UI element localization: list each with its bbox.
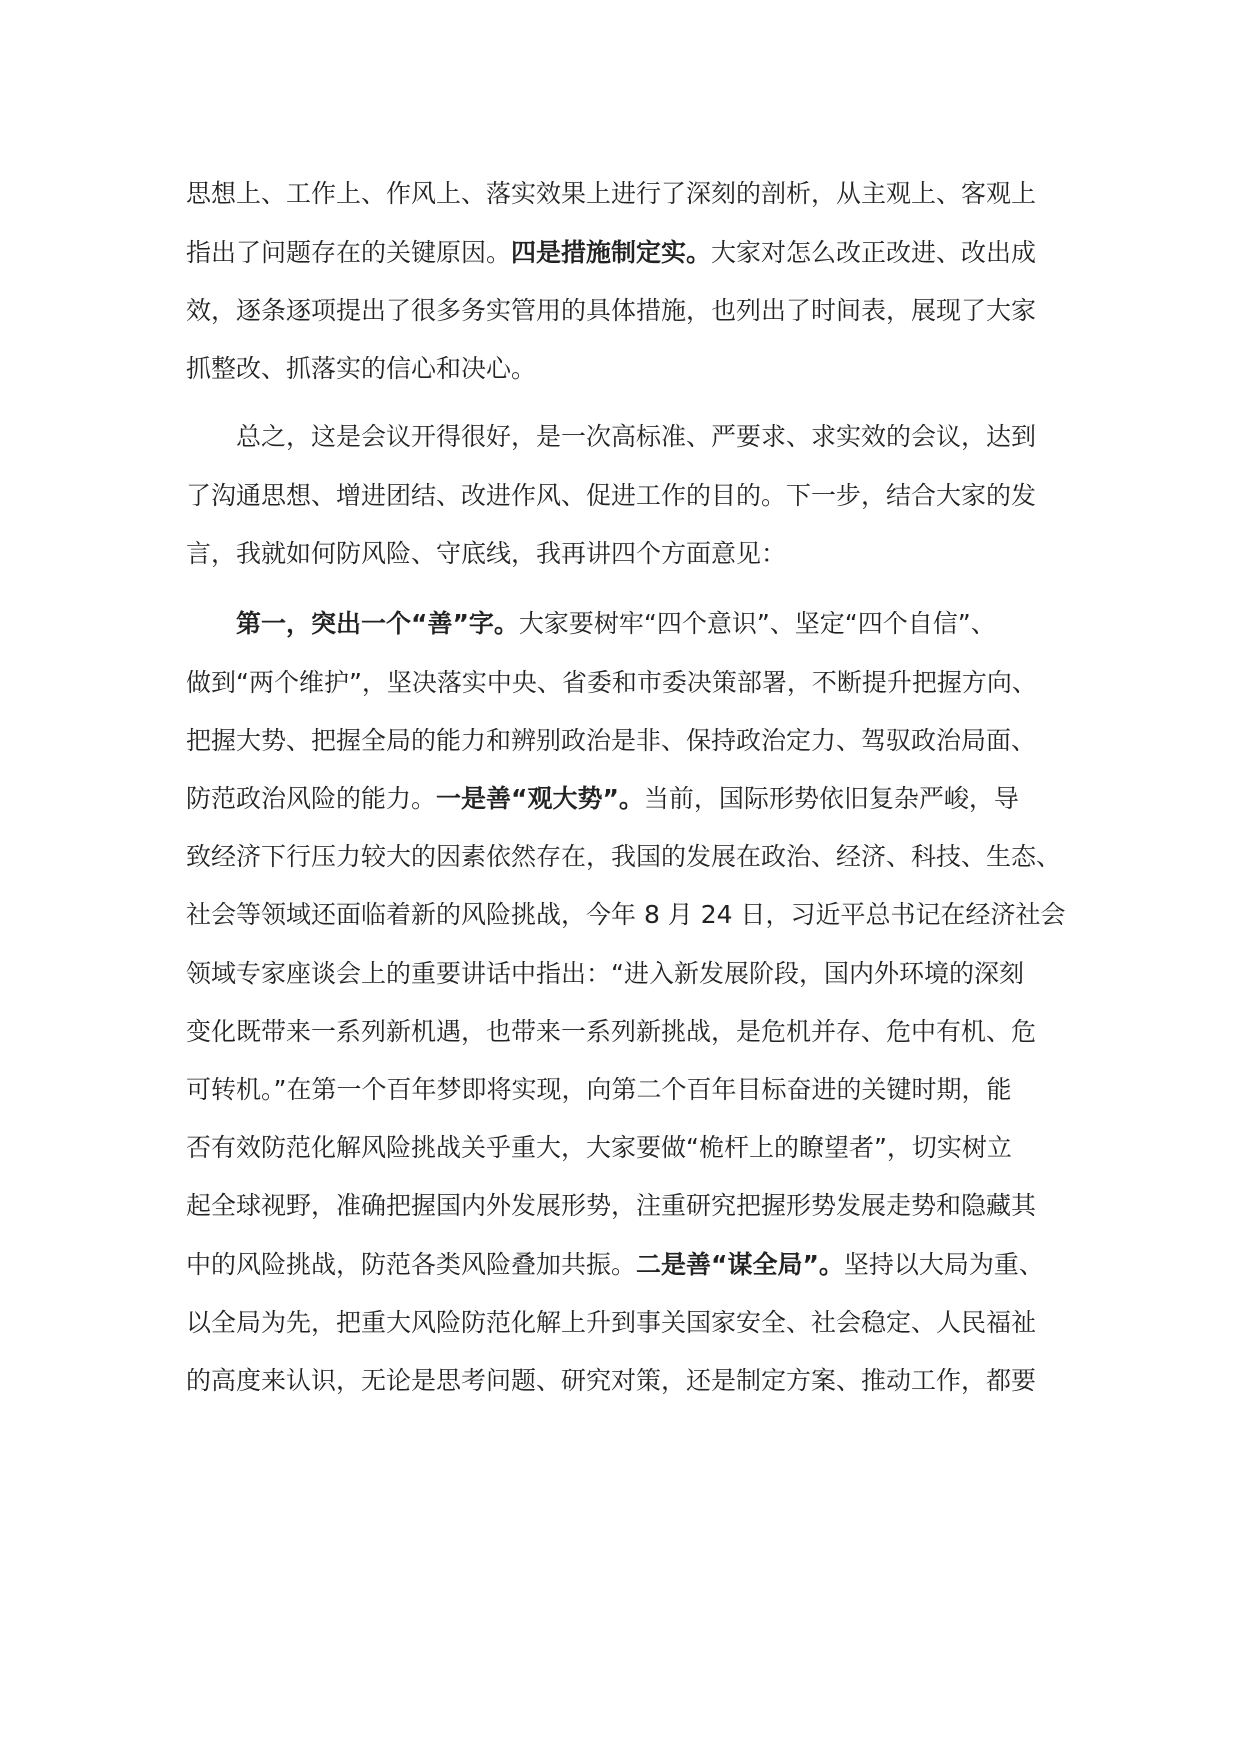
emphasis-heading: 二是善“谋全局”。 (636, 1250, 844, 1279)
text-line (186, 1248, 1086, 1282)
text-run: 领域专家座谈会上的重要讲话中指出：“进入新发展阶段，国内外环境的深刻 (186, 959, 1024, 988)
text-line (186, 782, 1086, 816)
text-run: 了沟通思想、增进团结、改进作风、促进工作的目的。下一步，结合大家的发 (186, 481, 1037, 510)
text-run: 当前，国际形势依旧复杂严峻，导 (643, 784, 1019, 813)
text-run: 效，逐条逐项提出了很多务实管用的具体措施，也列出了时间表，展现了大家 (186, 296, 1037, 325)
text-run: 防范政治风险的能力。 (186, 784, 437, 813)
text-run: 指出了问题存在的关键原因。 (186, 238, 512, 267)
text-run: 大家对怎么改正改进、改出成 (711, 238, 1037, 267)
text-run: 可转机。”在第一个百年梦即将实现，向第二个百年目标奋进的关键时期，能 (186, 1075, 1012, 1104)
text-run: 把握大势、把握全局的能力和辨别政治是非、保持政治定力、驾驭政治局面、 (186, 726, 1037, 755)
text-run: 大家要树牢“四个意识”、坚定“四个自信”、 (518, 609, 996, 638)
text-run: 以全局为先，把重大风险防范化解上升到事关国家安全、社会稳定、人民福祉 (186, 1308, 1037, 1337)
text-run (186, 609, 236, 638)
emphasis-heading: 四是措施制定实。 (511, 238, 712, 267)
text-line (186, 294, 1086, 328)
text-line (186, 898, 1086, 932)
text-line (186, 724, 1086, 758)
text-run: 总之，这是会议开得很好，是一次高标准、严要求、求实效的会议，达到 (186, 422, 1037, 451)
text-line (186, 1189, 1086, 1223)
text-line (186, 537, 1086, 571)
text-run: 中的风险挑战，防范各类风险叠加共振。 (186, 1250, 637, 1279)
text-line (186, 666, 1086, 700)
text-run: 思想上、工作上、作风上、落实效果上进行了深刻的剖析，从主观上、客观上 (186, 179, 1037, 208)
text-line (186, 1131, 1086, 1165)
text-run: 言，我就如何防风险、守底线，我再讲四个方面意见： (186, 539, 787, 568)
text-run: 抓整改、抓落实的信心和决心。 (186, 354, 537, 383)
text-line (186, 607, 1086, 641)
text-line (186, 840, 1086, 874)
text-run: 做到“两个维护”，坚决落实中央、省委和市委决策部署，不断提升把握方向、 (186, 668, 1037, 697)
text-line (186, 957, 1086, 991)
text-line (186, 1306, 1086, 1340)
text-line (186, 1364, 1086, 1398)
text-run: 变化既带来一系列新机遇，也带来一系列新挑战，是危机并存、危中有机、危 (186, 1017, 1037, 1046)
text-run: 否有效防范化解风险挑战关乎重大，大家要做“桅杆上的瞭望者”，切实树立 (186, 1133, 1012, 1162)
text-run: 社会等领域还面临着新的风险挑战，今年 8 月 24 日，习近平总书记在经济社会 (186, 900, 1066, 929)
text-run: 起全球视野，准确把握国内外发展形势，注重研究把握形势发展走势和隐藏其 (186, 1191, 1037, 1220)
text-run: 坚持以大局为重、 (843, 1250, 1044, 1279)
emphasis-heading: 一是善“观大势”。 (436, 784, 644, 813)
text-line (186, 236, 1086, 270)
text-run: 的高度来认识，无论是思考问题、研究对策，还是制定方案、推动工作，都要 (186, 1366, 1037, 1395)
text-line (186, 420, 1086, 454)
text-line (186, 479, 1086, 513)
text-line (186, 1015, 1086, 1049)
text-line (186, 1073, 1086, 1107)
section-heading: 第一，突出一个“善”字。 (236, 609, 519, 638)
text-run: 致经济下行压力较大的因素依然存在，我国的发展在政治、经济、科技、生态、 (186, 842, 1062, 871)
text-line (186, 177, 1086, 211)
text-line (186, 352, 1086, 386)
